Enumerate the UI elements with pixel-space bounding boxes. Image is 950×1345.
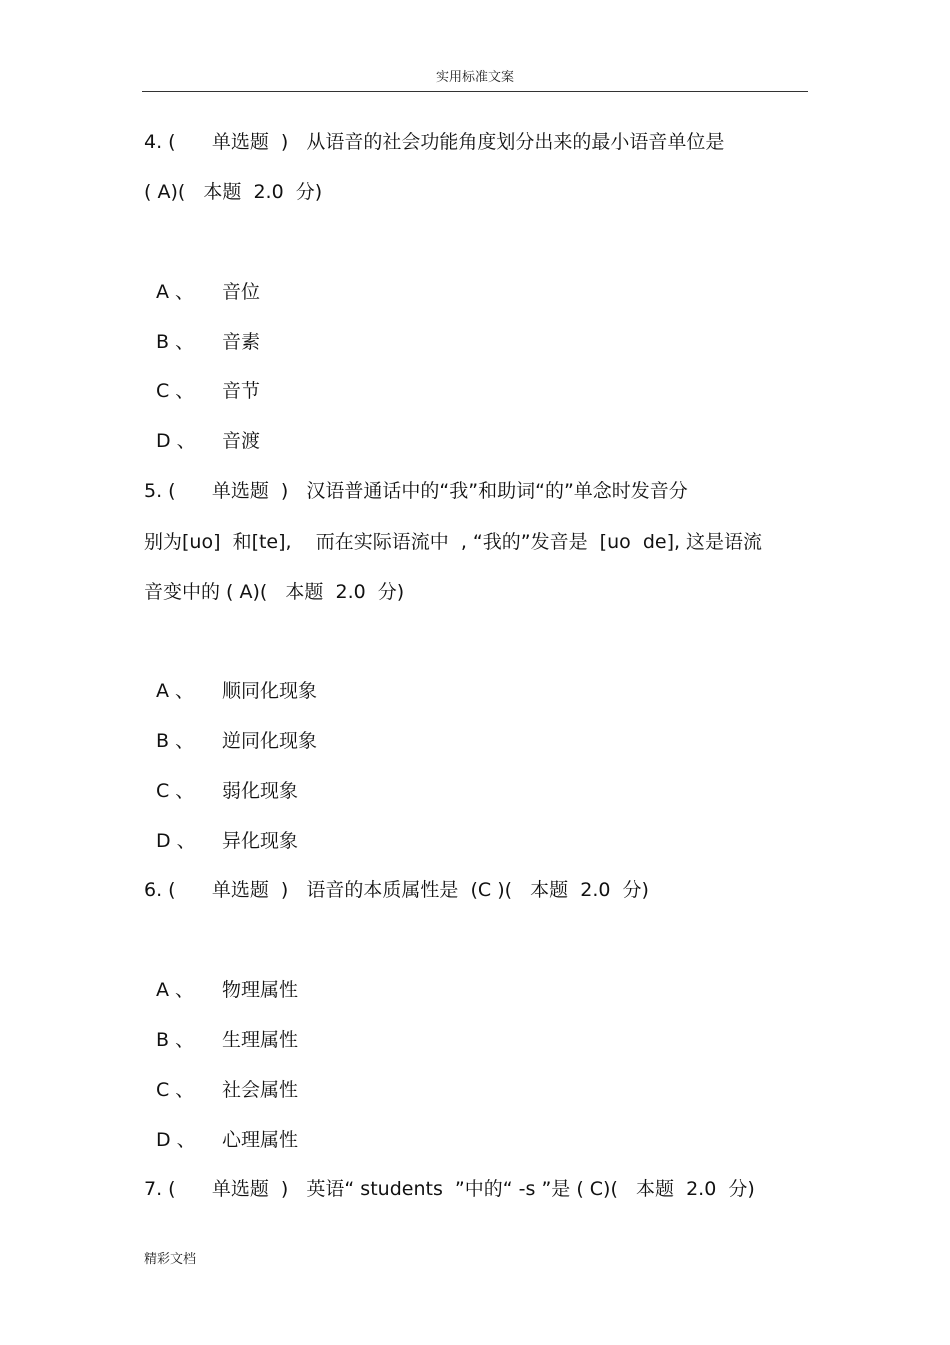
question-6-line-1: 6. ( 单选题 ) 语音的本质属性是 (C )( 本题 2.0 分) bbox=[144, 879, 649, 901]
option-letter: C 、 bbox=[156, 1079, 195, 1101]
option-text: 异化现象 bbox=[222, 830, 299, 852]
option-a bbox=[156, 678, 317, 704]
question-7-line-1: 7. ( 单选题 ) 英语“ students ”中的“ -s ”是 ( C)( 本题 2.0 分) bbox=[144, 1178, 755, 1200]
option-text: 弱化现象 bbox=[222, 780, 299, 802]
option-letter: C 、 bbox=[156, 380, 195, 402]
option-b bbox=[156, 329, 260, 355]
question-4-line-1: 4. ( 单选题 ) 从语音的社会功能角度划分出来的最小语音单位是 bbox=[144, 131, 725, 153]
option-text: 逆同化现象 bbox=[222, 730, 318, 752]
option-c bbox=[156, 378, 260, 404]
option-letter: D 、 bbox=[156, 830, 196, 852]
option-text: 音素 bbox=[222, 331, 261, 353]
option-letter: A 、 bbox=[156, 281, 195, 303]
question-5-line-1: 5. ( 单选题 ) 汉语普通话中的“我”和助词“的”单念时发音分 bbox=[144, 480, 688, 502]
option-b bbox=[156, 728, 317, 754]
option-text: 物理属性 bbox=[222, 979, 299, 1001]
option-text: 音位 bbox=[222, 281, 261, 303]
option-letter: B 、 bbox=[156, 331, 195, 353]
page-footer: 精彩文档 bbox=[144, 1252, 197, 1267]
option-text: 顺同化现象 bbox=[222, 680, 318, 702]
option-letter: D 、 bbox=[156, 430, 196, 452]
option-d bbox=[156, 428, 260, 454]
question-4-line-2: ( A)( 本题 2.0 分) bbox=[144, 181, 323, 203]
option-c bbox=[156, 1077, 298, 1103]
option-letter: B 、 bbox=[156, 1029, 195, 1051]
header-divider bbox=[142, 91, 808, 92]
option-c bbox=[156, 778, 298, 804]
option-d bbox=[156, 1127, 298, 1153]
option-letter: B 、 bbox=[156, 730, 195, 752]
option-text: 音渡 bbox=[222, 430, 261, 452]
option-d bbox=[156, 828, 298, 854]
option-text: 社会属性 bbox=[222, 1079, 299, 1101]
option-a bbox=[156, 977, 298, 1003]
page-header: 实用标准文案 bbox=[435, 70, 514, 85]
option-text: 心理属性 bbox=[222, 1129, 299, 1151]
option-text: 生理属性 bbox=[222, 1029, 299, 1051]
option-a bbox=[156, 279, 260, 305]
option-text: 音节 bbox=[222, 380, 261, 402]
option-letter: A 、 bbox=[156, 979, 195, 1001]
option-b bbox=[156, 1027, 298, 1053]
question-5-line-3: 音变中的 ( A)( 本题 2.0 分) bbox=[144, 581, 405, 603]
option-letter: A 、 bbox=[156, 680, 195, 702]
question-5-line-2: 别为[uo] 和[te], 而在实际语流中 , “我的”发音是 [uo de], 这是语流 bbox=[144, 531, 763, 553]
option-letter: D 、 bbox=[156, 1129, 196, 1151]
option-letter: C 、 bbox=[156, 780, 195, 802]
